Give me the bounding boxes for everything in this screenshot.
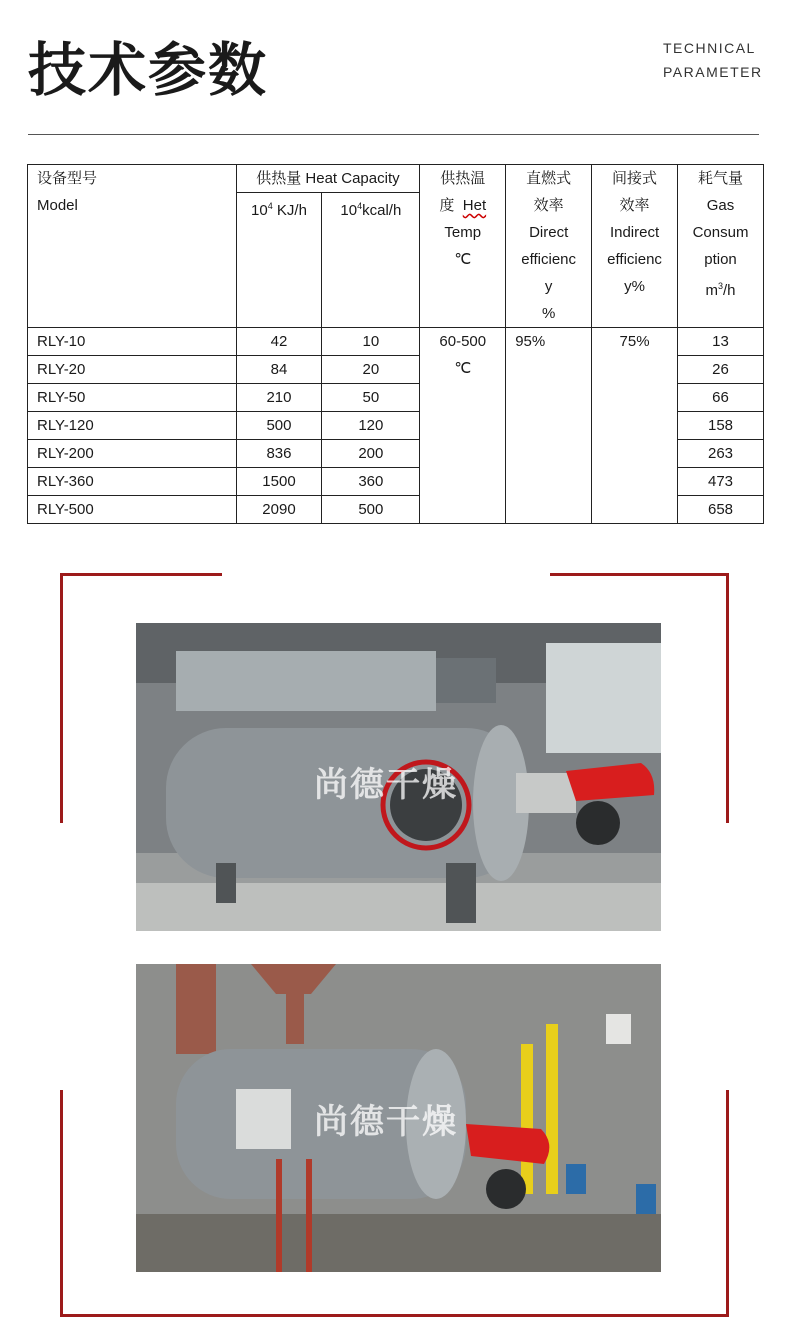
cell-gas: 473 (678, 468, 764, 496)
header-indirect-en2: efficienc (607, 251, 662, 268)
header-temp-cn2: 度 (439, 197, 455, 214)
watermark-bottom: 尚德干燥 (314, 1102, 458, 1142)
temp-unit: ℃ (454, 360, 472, 377)
header-indirect (592, 165, 678, 328)
cell-kj: 2090 (236, 496, 322, 524)
cell-kcal: 200 (322, 440, 420, 468)
header-model-en: Model (37, 197, 78, 214)
cell-gas: 66 (678, 384, 764, 412)
header-gas-en3: ption (704, 251, 737, 268)
cell-gas: 26 (678, 356, 764, 384)
cell-gas: 658 (678, 496, 764, 524)
header-direct-en4: % (541, 305, 556, 322)
header-direct-en1: Direct (529, 224, 569, 241)
cell-gas: 13 (678, 328, 764, 356)
cell-kj: 84 (236, 356, 322, 384)
header-indirect-en1: Indirect (609, 224, 660, 241)
header-gas-en1: Gas (706, 197, 735, 214)
header-indirect-en3: y% (624, 278, 645, 295)
header-gas-unit: $m^3/h$ (705, 281, 736, 299)
boiler-photo-bottom (136, 964, 661, 1272)
cell-model: RLY-200 (28, 440, 237, 468)
header-temp-cn1: 供热温 (440, 170, 486, 187)
header-gas (678, 165, 764, 328)
watermark-top: 尚德干燥 (314, 765, 458, 805)
header-temp-en1: Het (462, 197, 487, 214)
cell-direct: 95% (506, 328, 592, 524)
cell-kcal: 10 (322, 328, 420, 356)
cell-model: RLY-20 (28, 356, 237, 384)
cell-model: RLY-360 (28, 468, 237, 496)
cell-temp (420, 328, 506, 524)
header-capacity: 供热量 Heat Capacity (236, 165, 420, 193)
temp-value: 60-500 (439, 333, 487, 350)
cell-indirect: 75% (592, 328, 678, 524)
header-gas-cn: 耗气量 (698, 170, 744, 187)
page-title: 技术参数 (28, 36, 269, 104)
header-direct-en2: efficienc (521, 251, 577, 268)
header-temp-unit: ℃ (454, 251, 472, 268)
header-direct (506, 165, 592, 328)
header-indirect-cn1: 间接式 (612, 170, 658, 187)
header-direct-cn1: 直燃式 (526, 170, 572, 187)
header-kj: $10^4$ KJ/h (236, 193, 322, 328)
table-row (28, 328, 764, 356)
page-subtitle (663, 36, 763, 84)
cell-kcal: 120 (322, 412, 420, 440)
cell-kj: 1500 (236, 468, 322, 496)
cell-kj: 42 (236, 328, 322, 356)
cell-gas: 263 (678, 440, 764, 468)
cell-kj: 836 (236, 440, 322, 468)
subtitle-line-2: PARAMETER (663, 64, 763, 80)
header-model-cn: 设备型号 (37, 170, 98, 187)
header-indirect-cn2: 效率 (619, 197, 650, 214)
cell-kj: 500 (236, 412, 322, 440)
boiler-photo-top (136, 623, 661, 931)
subtitle-line-1: TECHNICAL (663, 40, 756, 56)
header-gas-en2: Consum (692, 224, 749, 241)
header-divider (28, 134, 759, 135)
cell-kj: 210 (236, 384, 322, 412)
cell-kcal: 500 (322, 496, 420, 524)
header-temp (420, 165, 506, 328)
parameter-table (27, 164, 764, 524)
header-kcal: $10^4kcal/h$ (322, 193, 420, 328)
cell-model: RLY-120 (28, 412, 237, 440)
cell-model: RLY-50 (28, 384, 237, 412)
header-temp-en2: Temp (444, 224, 482, 241)
header-direct-cn2: 效率 (533, 197, 564, 214)
cell-model: RLY-500 (28, 496, 237, 524)
cell-gas: 158 (678, 412, 764, 440)
header-model (28, 165, 237, 328)
cell-kcal: 360 (322, 468, 420, 496)
cell-kcal: 50 (322, 384, 420, 412)
header-direct-en3: y (544, 278, 553, 295)
cell-kcal: 20 (322, 356, 420, 384)
cell-model: RLY-10 (28, 328, 237, 356)
